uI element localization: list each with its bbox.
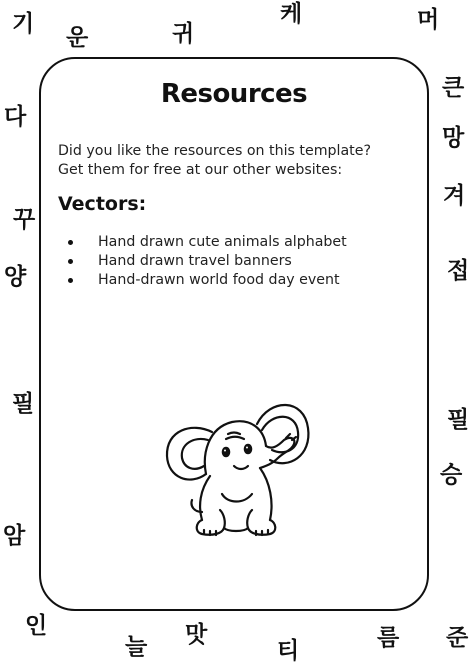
hangul-letter-gwi: 귀 [172, 21, 195, 47]
hangul-letter-am: 암 [3, 523, 26, 549]
vector-link-item[interactable] [58, 252, 347, 271]
vector-links-list [58, 233, 347, 290]
hangul-letter-reum: 름 [377, 625, 400, 651]
hangul-letter-ti: 티 [277, 638, 300, 664]
hangul-letter-ke: 케 [280, 1, 303, 27]
intro-text [58, 142, 418, 180]
hangul-letter-mat: 맛 [185, 622, 208, 648]
elephant-illustration [162, 394, 312, 539]
hangul-letter-pil-right: 필 [447, 407, 470, 433]
intro-line-2: Get them for free at our other websites: [58, 162, 343, 178]
hangul-letter-mang: 망 [442, 125, 465, 151]
hangul-letter-un: 운 [66, 25, 89, 51]
hangul-letter-neul: 늘 [125, 634, 148, 660]
bullet-icon [68, 240, 73, 245]
vector-link-label[interactable]: Hand-drawn world food day event [98, 272, 340, 288]
hangul-letter-kku: 꾸 [13, 207, 36, 233]
hangul-letter-keun: 큰 [442, 75, 465, 101]
vector-link-label[interactable]: Hand drawn travel banners [98, 253, 292, 269]
vector-link-label[interactable]: Hand drawn cute animals alphabet [98, 234, 347, 250]
hangul-letter-da: 다 [4, 104, 27, 130]
hangul-letter-seung: 승 [440, 462, 463, 488]
vector-link-item[interactable] [58, 233, 347, 252]
vector-link-item[interactable] [58, 271, 347, 290]
resources-card [39, 57, 429, 611]
hangul-letter-pil-left: 필 [12, 391, 35, 417]
intro-line-1: Did you like the resources on this template? [58, 143, 372, 159]
card-title: Resources [160, 79, 308, 109]
hangul-letter-jeop: 접 [447, 258, 470, 284]
hangul-letter-gi: 기 [12, 11, 35, 37]
bullet-icon [68, 278, 73, 283]
hangul-letter-in: 인 [25, 613, 48, 639]
hangul-letter-jun: 준 [446, 625, 469, 651]
hangul-letter-gyeo: 겨 [443, 183, 466, 209]
bullet-icon [68, 259, 73, 264]
hangul-letter-yang: 양 [4, 264, 27, 290]
hangul-letter-meo: 머 [417, 7, 440, 33]
vectors-heading: Vectors: [58, 193, 147, 215]
